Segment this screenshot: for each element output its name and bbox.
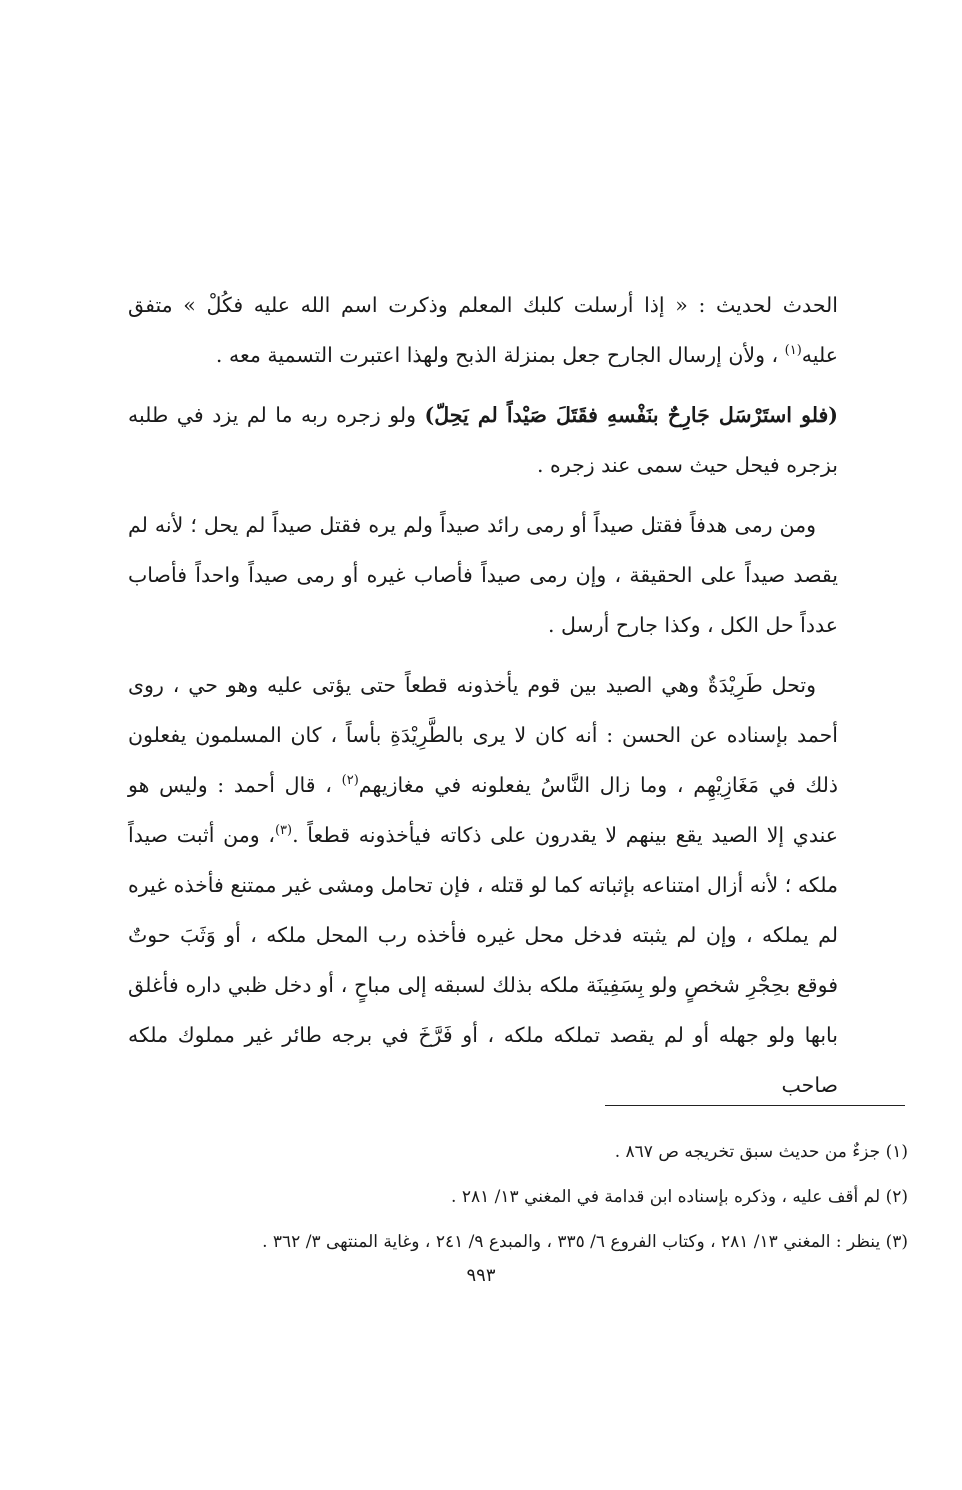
paragraph-3: ومن رمى هدفاً فقتل صيداً أو رمى رائد صيداً ولم يره فقتل صيداً لم يحل ؛ لأنه لم يقصد صيداً على الحقيقة ، وإن رمى صيداً فأصاب غيره أو رمى صيداً واحداً فأصاب عدداً حل الكل ، وكذا جارح أرسل . [128, 513, 838, 637]
footnote-ref-2: (٢) [341, 773, 359, 789]
footnote-ref-1: (١) [784, 343, 802, 359]
footnote-2: (٢) لم أقف عليه ، وذكره بإسناده ابن قدامة في المغني ١٣/ ٢٨١ . [451, 1187, 908, 1207]
footnotes [128, 1130, 908, 1265]
main-text [128, 280, 838, 1120]
footnote-ref-3: (٣) [274, 823, 293, 839]
footnote-divider [605, 1105, 905, 1106]
paragraph-2: (فلو استَرْسَل جَارِحٌ بنَفْسهِ فقَتَلَ صَيْداً لم يَحِلّ) ولو زجره ربه ما لم يزد في طلبه بزجره فيحل حيث سمى عند زجره . [128, 403, 838, 477]
matn-text: (فلو استَرْسَل جَارِحٌ بنَفْسهِ فقَتَلَ صَيْداً لم يَحِلّ) [424, 403, 838, 427]
paragraph-1: الحدث لحديث : « إذا أرسلت كلبك المعلم وذكرت اسم الله عليه فكُلْ » متفق عليه$^{(١)}$ ، ولأن إرسال الجارح جعل بمنزلة الذبح ولهذا اعتبرت التسمية معه . [128, 293, 838, 367]
page-number: ٩٩٣ [466, 1265, 496, 1286]
footnote-3: (٣) ينظر : المغني ١٣/ ٢٨١ ، وكتاب الفروع ٦/ ٣٣٥ ، والمبدع ٩/ ٢٤١ ، وغاية المنتهى ٣/ ٣٦٢ . [262, 1232, 908, 1252]
paragraph-4: وتحل طَرِيْدَةٌ وهي الصيد بين قوم يأخذونه قطعاً حتى يؤتى عليه وهو حي ، روى أحمد بإسناده عن الحسن : أنه كان لا يرى بالطَّرِيْدَةِ بأساً ، كان المسلمون يفعلون ذلك في مَغَازِيْهِم ، وما زال النَّاسُ يفعلونه في مغازيهم$^{(٢)}$ ، قال أحمد : وليس هو عندي إلا الصيد يقع بينهم لا يقدرون على ذكاته فيأخذونه قطعاً .$^{(٣)}$، ومن أثبت صيداً ملكه ؛ لأنه أزال امتناعه بإثباته كما لو قتله ، فإن تحامل ومشى غير ممتنع فأخذه غيره لم يملكه ، وإن لم يثبته فدخل محل غيره فأخذه رب المحل ملكه ، أو وَثَبَ حوتٌ فوقع بحِجْرِ شخصٍ ولو بِسَفِينَة ملكه بذلك لسبقه إلى مباحٍ ، أو دخل ظبي داره فأغلق بابها ولو جهله أو لم يقصد تملكه ملكه ، أو فَرَّخَ في برجه طائر غير مملوك ملكه صاحب [128, 673, 838, 1097]
footnote-1: (١) جزءٌ من حديث سبق تخريجه ص ٨٦٧ . [614, 1142, 908, 1162]
